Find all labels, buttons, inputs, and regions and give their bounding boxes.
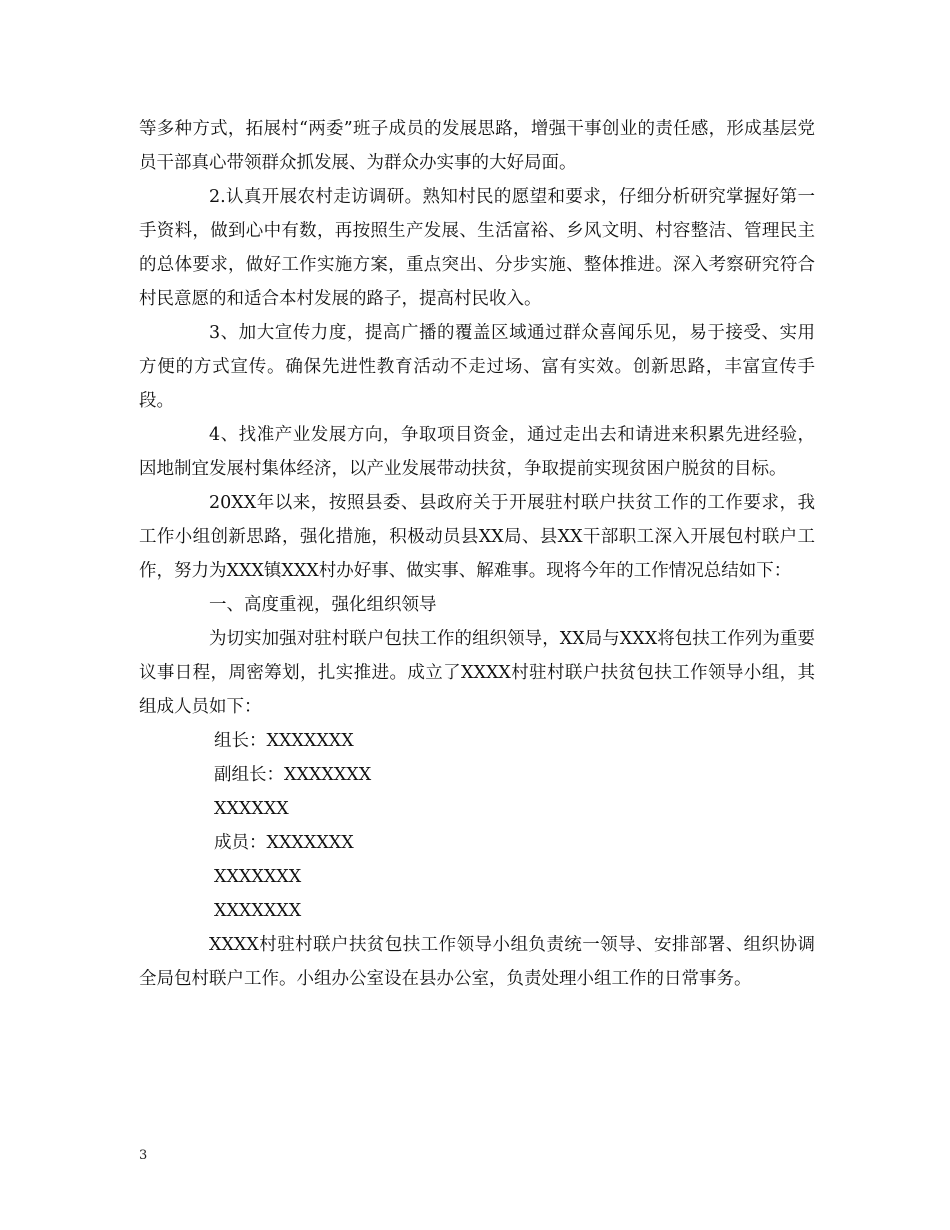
member-leader: 组长：XXXXXXX <box>214 731 354 751</box>
paragraph-closing: XXXX村驻村联户扶贫包扶工作领导小组负责统一领导、安排部署、组织协调全局包村联户工作。小组办公室设在县办公室，负责处理小组工作的日常事务。 <box>139 935 815 989</box>
paragraph-item-3: 3、加大宣传力度，提高广播的覆盖区域通过群众喜闻乐见，易于接受、实用方便的方式宣传。确保先进性教育活动不走过场、富有实效。创新思路，丰富宣传手段。 <box>139 323 815 411</box>
member-deputy-leader: 副组长：XXXXXXX <box>214 765 372 785</box>
member-members-2: XXXXXXX <box>214 867 302 887</box>
section-heading: 一、高度重视，强化组织领导 <box>209 595 437 615</box>
member-members: 成员：XXXXXXX <box>214 833 354 853</box>
member-deputy-leader-2: XXXXXX <box>214 799 289 819</box>
paragraph-organization: 为切实加强对驻村联户包扶工作的组织领导，XX局与XXX将包扶工作列为重要议事日程，周密筹划，扎实推进。成立了XXXX村驻村联户扶贫包扶工作领导小组，其组成人员如下： <box>139 629 815 717</box>
paragraph-item-2: 2.认真开展农村走访调研。熟知村民的愿望和要求，仔细分析研究掌握好第一手资料，做到心中有数，再按照生产发展、生活富裕、乡风文明、村容整洁、管理民主的总体要求，做好工作实施方案，重点突出、分步实施、整体推进。深入考察研究符合村民意愿的和适合本村发展的路子，提高村民收入。 <box>139 187 815 309</box>
page-number: 3 <box>139 1148 148 1163</box>
paragraph-item-4: 4、找准产业发展方向，争取项目资金，通过走出去和请进来积累先进经验，因地制宜发展村集体经济，以产业发展带动扶贫，争取提前实现贫困户脱贫的目标。 <box>139 425 815 479</box>
paragraph-summary-intro: 20XX年以来，按照县委、县政府关于开展驻村联户扶贫工作的工作要求，我工作小组创新思路，强化措施，积极动员县XX局、县XX干部职工深入开展包村联户工作，努力为XXX镇XXX村办好事、做实事、解难事。现将今年的工作情况总结如下： <box>139 493 815 581</box>
document-body <box>139 112 815 996</box>
paragraph-intro-continuation: 等多种方式，拓展村“两委”班子成员的发展思路，增强干事创业的责任感，形成基层党员干部真心带领群众抓发展、为群众办实事的大好局面。 <box>139 119 815 173</box>
member-list <box>139 724 815 928</box>
member-members-3: XXXXXXX <box>214 901 302 921</box>
